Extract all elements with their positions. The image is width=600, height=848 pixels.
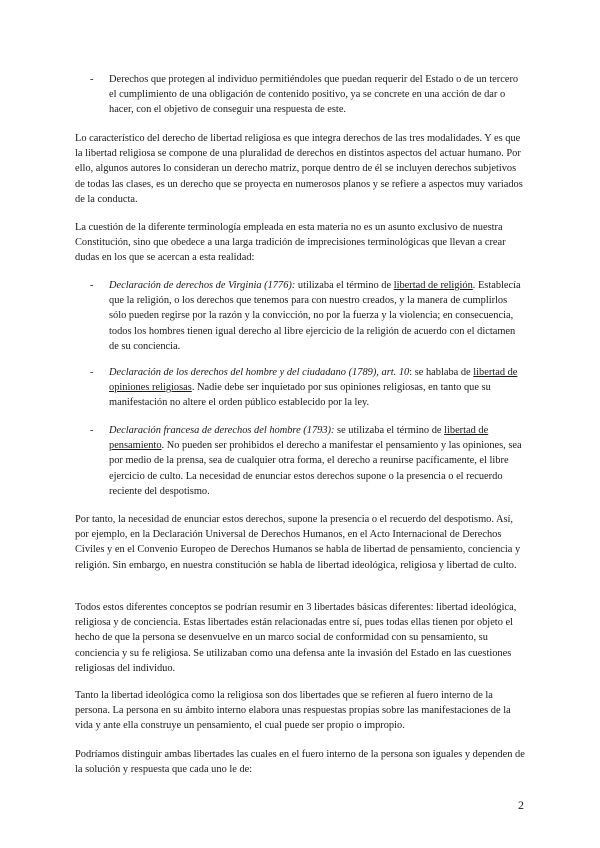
paragraph-1: Lo característico del derecho de libertad religiosa es que integra derechos de las tres modalidades. Y es que la libertad religiosa se compone de una pluralidad de derechos en distintos aspectos del actuar humano. Por ello, algunos autores lo consideran un derecho matriz, porque dentro de él se incluyen derechos subjetivos de todas las clases, es un derecho que se proyecta en numerosos planos y se refiere a aspectos muy variados de la conducta. [75,133,523,205]
bullet-virginia-text [109,278,526,354]
bullet-dash: - [90,280,94,291]
intro-bullet-text: Derechos que protegen al individuo permitiéndoles que puedan requerir del Estado o de un tercero el cumplimiento de una obligación de contenido positivo, ya se concrete en una acción de dar o hacer, con el objetivo de conseguir una respuesta de este. [109,74,519,116]
bullet-pre: : se hablaba de [409,367,474,378]
bullet-1789-text [109,365,526,411]
bullet-1793-text [109,423,526,499]
bullet-declaracion-1793 [90,423,526,499]
paragraph-2: La cuestión de la diferente terminología empleada en esta materia no es un asunto exclusivo de nuestra Constitución, sino que obedece a una larga tradición de imprecisiones terminológicas que llevan a crear dudas en los que se acercan a esta realidad: [75,222,506,264]
bullet-dash: - [90,74,94,85]
bullet-term: libertad de pensamiento [109,425,489,452]
paragraph-4: Todos estos diferentes conceptos se podrían resumir en 3 libertades básicas diferentes: libertad ideológica, religiosa y de conciencia. Estas libertades están relacionadas entre sí, pues todas ellas tienen por objeto el hecho de que la persona se desenvuelve en un marco social de conformidad con su pensamiento, su conciencia y su fe religiosa. Se utilizaban como una defensa ante la invasión del Estado en las cuestiones religiosas del individuo. [75,602,517,674]
bullet-body: . No pueden ser prohibidos el derecho a manifestar el pensamiento y las opiniones, sea por medio de la prensa, sea de cualquier otra forma, el derecho a reunirse pacíficamente, el libre ejercicio de culto. La necesidad de enunciar estos derechos supone o la presencia o el recuerdo reciente del despotismo. [109,440,522,497]
bullet-pre: utilizaba el término de [295,280,394,291]
intro-bullet [90,72,526,118]
bullet-declaracion-1789 [90,365,526,411]
paragraph-3: Por tanto, la necesidad de enunciar estos derechos, supone la presencia o el recuerdo del despotismo. Así, por ejemplo, en la Declaración Universal de Derechos Humanos, en el Acto Internacional de Derechos Civiles y en el Convenio Europeo de Derechos Humanos se habla de libertad de pensamiento, conciencia y religión. Sin embargo, en nuestra constitución se habla de libertad ideológica, religiosa y libertad de culto. [75,514,521,571]
bullet-title: Declaración de los derechos del hombre y del ciudadano (1789), art. 10 [109,367,410,378]
paragraph-6: Podríamos distinguir ambas libertades las cuales en el fuero interno de la persona son iguales y dependen de la solución y respuesta que cada uno le de: [75,749,525,776]
paragraph-5: Tanto la libertad ideológica como la religiosa son dos libertades que se refieren al fuero interno de la persona. La persona en su ámbito interno elabora unas respuestas propias sobre las manifestaciones de la vida y ante ella construye un pensamiento, el cual puede ser propio o impropio. [75,690,511,732]
bullet-term: libertad de religión [393,280,473,291]
bullet-body: . Nadie debe ser inquietado por sus opiniones religiosas, en tanto que su manifestación no altere el orden público establecido por la ley. [109,382,491,409]
bullet-title: Declaración francesa de derechos del hombre (1793): [109,425,335,436]
bullet-pre: se utilizaba el término de [334,425,445,436]
bullet-body: . Establecía que la religión, o los derechos que tenemos para con nuestro creados, y la manera de cumplirlos sólo pueden regirse por la razón y la convicción, no por la fuerza y la violencia; en consecuencia, todos los hombres tienen igual derecho al libre ejercicio de la religión de acuerdo con el dictamen de su conciencia. [109,280,521,352]
bullet-dash: - [90,367,94,378]
bullet-virginia [90,278,526,354]
bullet-term: libertad de opiniones religiosas [109,367,518,394]
bullet-title: Declaración de derechos de Virginia (1776): [109,280,296,291]
page-number: 2 [518,798,524,812]
bullet-dash: - [90,425,94,436]
